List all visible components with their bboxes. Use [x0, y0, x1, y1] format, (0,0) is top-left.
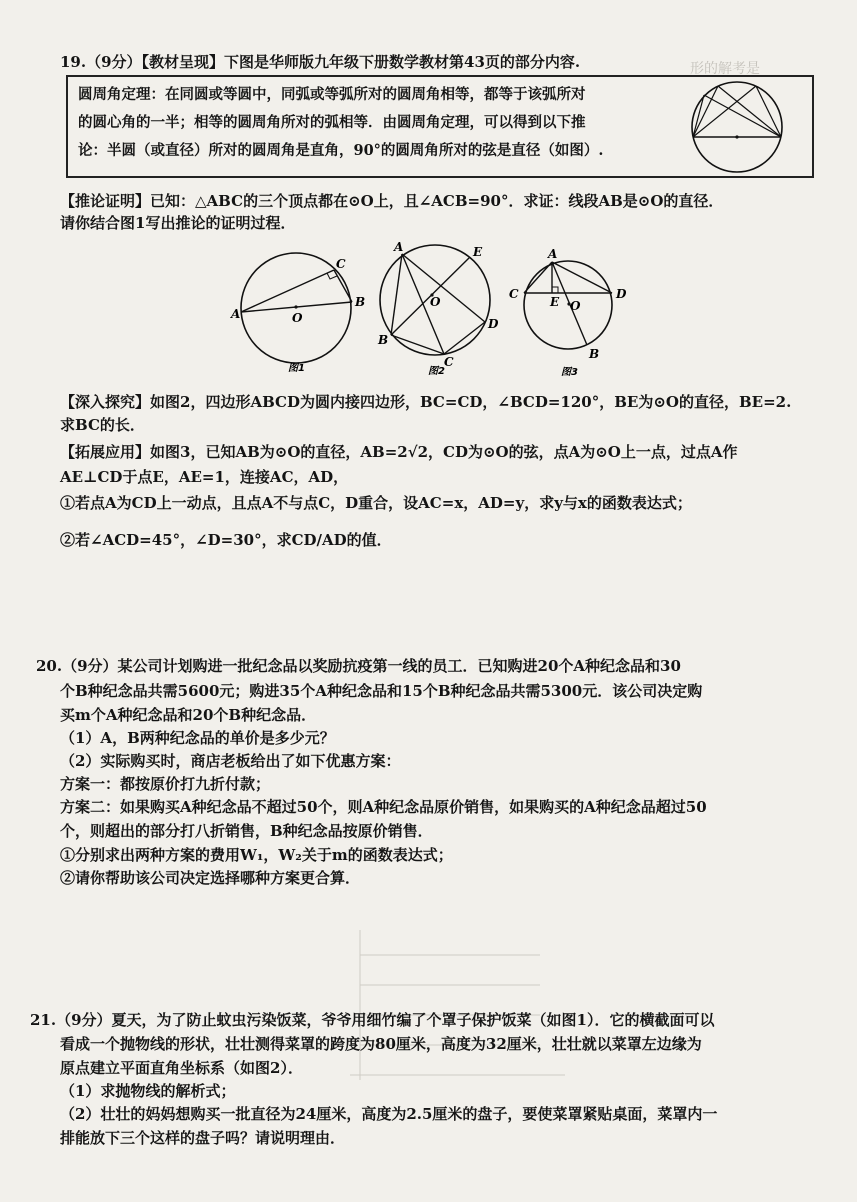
fig2-label-b: B: [378, 333, 389, 347]
q20-line-3: 买m个A种纪念品和20个B种纪念品．: [60, 706, 317, 724]
theorem-line-2: 的圆心角的一半；相等的圆周角所对的弧相等．由圆周角定理，可以得到以下推: [78, 114, 586, 131]
figure-1: [230, 248, 370, 373]
q19-proof-line-2: 请你结合图1写出推论的证明过程．: [60, 214, 296, 232]
q19-extend-line-1: 【拓展应用】如图3，已知AB为⊙O的直径，AB=2√2，CD为⊙O的弦，点A为⊙O上一点，过点A作: [60, 443, 738, 461]
fig2-label-e: E: [473, 245, 483, 259]
theorem-circle-figure: [668, 79, 806, 175]
bleed-through-graph: [340, 925, 570, 1085]
fig3-label-e: E: [550, 295, 560, 309]
fig3-label-o: O: [570, 299, 581, 313]
q19-extend-line-4: ②若∠ACD=45°，∠D=30°，求CD/AD的值．: [60, 531, 392, 549]
fig3-caption: 图3: [561, 367, 578, 378]
q19-header: 19.（9分）【教材呈现】下图是华师版九年级下册数学教材第43页的部分内容.: [60, 53, 581, 71]
bleed-through-text: 形的解考是: [690, 61, 760, 77]
q21-line-4: （1）求抛物线的解析式；: [60, 1082, 236, 1100]
q21-line-1: 21.（9分）夏天，为了防止蚊虫污染饭菜，爷爷用细竹编了个罩子保护饭菜（如图1）．它的横截面可以: [30, 1011, 715, 1029]
q20-line-7: 方案二：如果购买A种纪念品不超过50个，则A种纪念品原价销售，如果购买的A种纪念品超过50: [60, 798, 707, 816]
fig3-label-c: C: [509, 287, 519, 301]
q20-line-10: ②请你帮助该公司决定选择哪种方案更合算．: [60, 869, 361, 887]
q20-line-4: （1）A，B两种纪念品的单价是多少元？: [60, 729, 335, 747]
fig1-caption: 图1: [288, 363, 305, 373]
q21-line-6: 排能放下三个这样的盘子吗？请说明理由．: [60, 1129, 346, 1147]
theorem-line-1: 圆周角定理：在同圆或等圆中，同弧或等弧所对的圆周角相等，都等于该弧所对: [78, 86, 586, 103]
fig2-label-a: A: [394, 240, 404, 254]
q21-line-2: 看成一个抛物线的形状，壮壮测得菜罩的跨度为80厘米，高度为32厘米，壮壮就以菜罩左边缘为: [60, 1035, 702, 1053]
q20-line-9: ①分别求出两种方案的费用W₁，W₂关于m的函数表达式；: [60, 846, 453, 864]
figure-3: [505, 248, 635, 378]
q19-explore-line-2: 求BC的长．: [60, 416, 145, 434]
q20-line-8: 个，则超出的部分打八折销售，B种纪念品按原价销售．: [60, 822, 433, 840]
q20-line-1: 20.（9分）某公司计划购进一批纪念品以奖励抗疫第一线的员工．已知购进20个A种纪念品和30: [36, 657, 681, 675]
q21-line-3: 原点建立平面直角坐标系（如图2）．: [60, 1059, 303, 1077]
fig2-caption: 图2: [428, 366, 445, 375]
q19-extend-line-2: AE⊥CD于点E，AE=1，连接AC，AD，: [60, 468, 349, 486]
theorem-line-3: 论：半圆（或直径）所对的圆周角是直角，90°的圆周角所对的弦是直径（如图）.: [78, 142, 604, 159]
fig1-label-c: C: [336, 257, 346, 271]
theorem-box: [66, 75, 814, 178]
fig3-label-b: B: [589, 347, 600, 361]
q20-line-6: 方案一：都按原价打九折付款；: [60, 775, 271, 793]
figure-2: [372, 240, 502, 375]
fig2-label-d: D: [488, 317, 499, 331]
q19-explore-line-1: 【深入探究】如图2，四边形ABCD为圆内接四边形，BC=CD，∠BCD=120°，BE为⊙O的直径，BE=2.: [60, 393, 792, 411]
fig2-label-c: C: [444, 355, 454, 369]
fig3-label-d: D: [616, 287, 627, 301]
q19-proof-line-1: 【推论证明】已知：△ABC的三个顶点都在⊙O上，且∠ACB=90°．求证：线段AB是⊙O的直径．: [60, 192, 724, 210]
q21-line-5: （2）壮壮的妈妈想购买一批直径为24厘米，高度为2.5厘米的盘子，要使菜罩紧贴桌面，菜罩内一: [60, 1105, 718, 1123]
q20-line-2: 个B种纪念品共需5600元；购进35个A种纪念品和15个B种纪念品共需5300元．该公司决定购: [60, 682, 703, 700]
fig1-label-o: O: [292, 311, 303, 325]
q20-line-5: （2）实际购买时，商店老板给出了如下优惠方案：: [60, 752, 401, 770]
fig2-label-o: O: [430, 295, 441, 309]
fig1-label-a: A: [231, 307, 241, 321]
fig1-label-b: B: [355, 295, 366, 309]
q19-extend-line-3: ①若点A为CD上一动点，且点A不与点C，D重合，设AC=x，AD=y，求y与x的函数表达式；: [60, 494, 692, 512]
fig3-label-a: A: [548, 248, 558, 261]
